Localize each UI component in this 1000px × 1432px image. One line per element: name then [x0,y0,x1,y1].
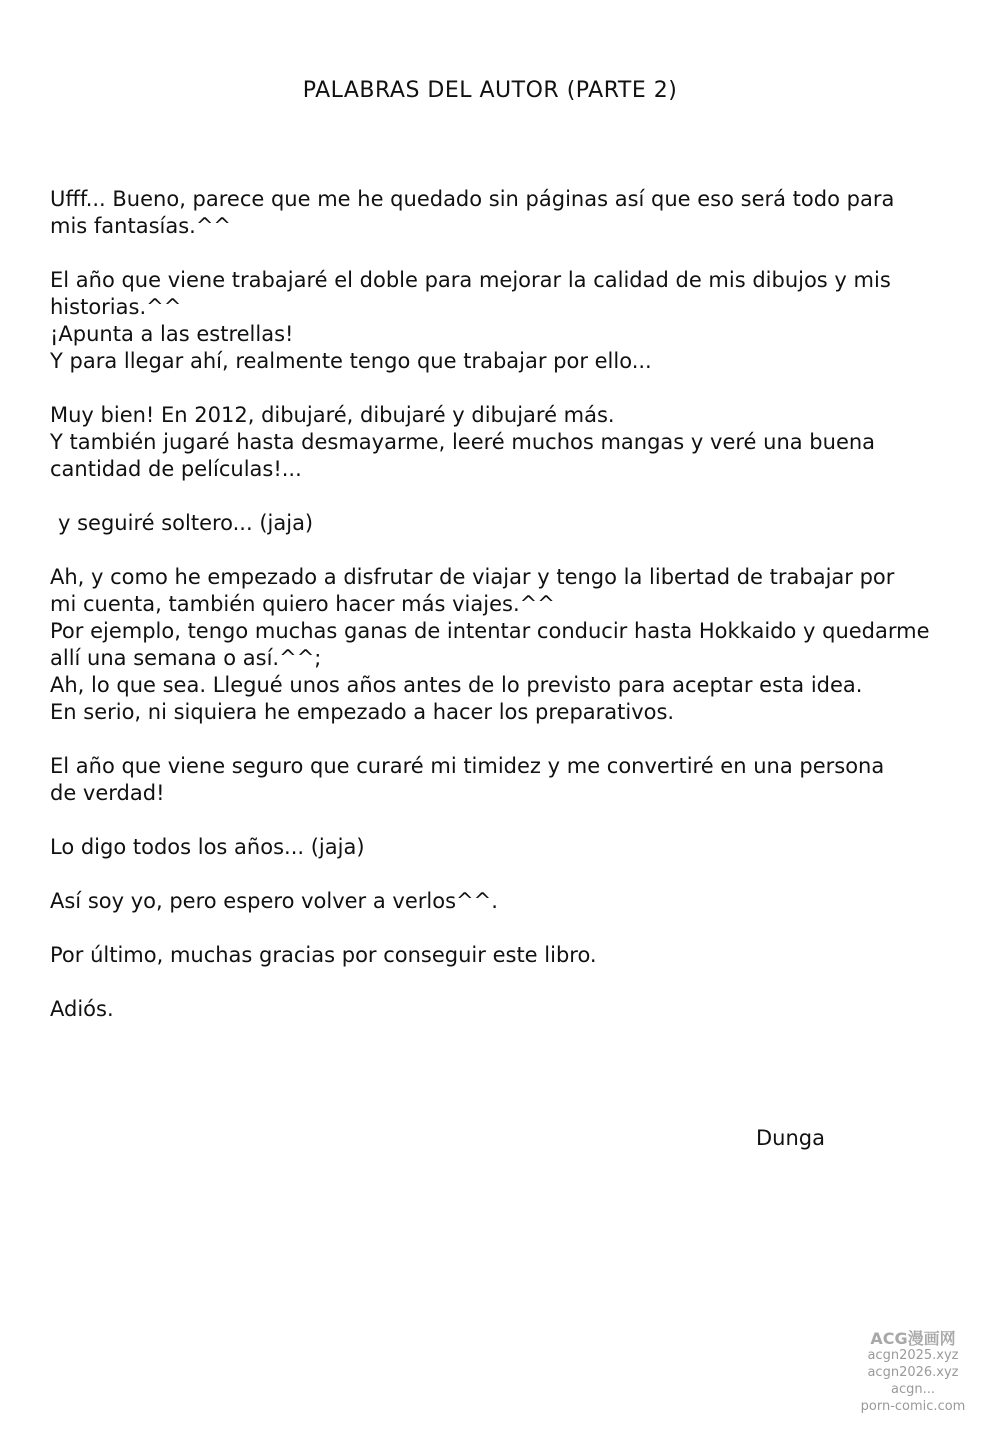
paragraph-3 [50,402,960,483]
paragraph-10 [50,996,960,1023]
letter-body [50,186,960,1050]
paragraph-5 [50,564,960,726]
text-line: Adiós. [50,997,114,1021]
text-line: El año que viene seguro que curaré mi timidez y me convertiré en una persona [50,754,885,778]
text-line: mis fantasías.^^ [50,214,232,238]
watermark-url: acgn... [890,1382,935,1397]
text-line: Ah, lo que sea. Llegué unos años antes de lo previsto para aceptar esta idea. [50,673,863,697]
text-line: de verdad! [50,781,165,805]
text-line: Ufff... Bueno, parece que me he quedado sin páginas así que eso será todo para [50,187,895,211]
paragraph-6 [50,753,960,807]
text-line: Y también jugaré hasta desmayarme, leeré muchos mangas y veré una buena [50,430,876,454]
text-line: Lo digo todos los años... (jaja) [50,835,365,859]
paragraph-9 [50,942,960,969]
author-signature: Dunga [756,1126,825,1150]
watermark-brand: ACG漫画网 [870,1329,956,1348]
text-line: Y para llegar ahí, realmente tengo que trabajar por ello... [50,349,652,373]
text-line: cantidad de películas!... [50,457,302,481]
page-title: PALABRAS DEL AUTOR (PARTE 2) [302,78,678,103]
text-line: Por último, muchas gracias por conseguir este libro. [50,943,597,967]
paragraph-2 [50,267,960,375]
text-line: y seguiré soltero... (jaja) [58,511,314,535]
paragraph-1 [50,186,960,240]
watermark-url: acgn2026.xyz [867,1365,959,1380]
text-line: mi cuenta, también quiero hacer más viajes.^^ [50,592,555,616]
text-line: allí una semana o así.^^; [50,646,322,670]
paragraph-7 [50,834,960,861]
paragraph-8 [50,888,960,915]
site-watermark [854,1330,972,1426]
watermark-url: acgn2025.xyz [867,1348,959,1363]
text-line: historias.^^ [50,295,182,319]
text-line: Así soy yo, pero espero volver a verlos^^. [50,889,498,913]
watermark-url: porn-comic.com [860,1399,966,1414]
text-line: El año que viene trabajaré el doble para mejorar la calidad de mis dibujos y mis [50,268,891,292]
text-line: ¡Apunta a las estrellas! [50,322,294,346]
text-line: Muy bien! En 2012, dibujaré, dibujaré y dibujaré más. [50,403,615,427]
text-line: En serio, ni siquiera he empezado a hacer los preparativos. [50,700,675,724]
text-line: Ah, y como he empezado a disfrutar de viajar y tengo la libertad de trabajar por [50,565,895,589]
paragraph-4 [50,510,960,537]
text-line: Por ejemplo, tengo muchas ganas de intentar conducir hasta Hokkaido y quedarme [50,619,930,643]
